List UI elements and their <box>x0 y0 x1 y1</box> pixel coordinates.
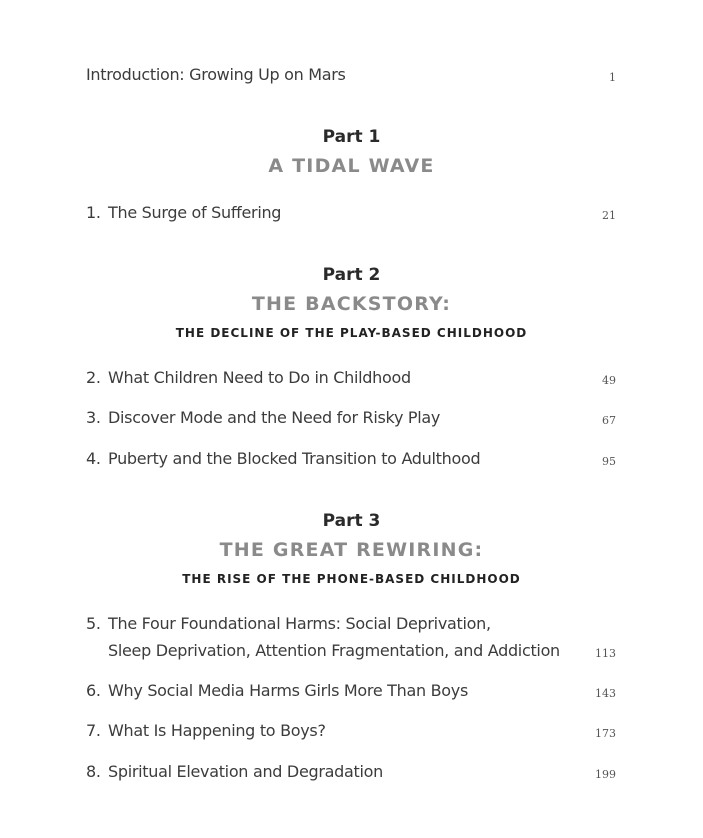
toc-entry-chapter-3[interactable] <box>86 408 616 428</box>
chapter-number: 7. <box>86 721 101 740</box>
part-2-subtitle: THE DECLINE OF THE PLAY-BASED CHILDHOOD <box>175 326 528 340</box>
toc-entry-chapter-2[interactable] <box>86 368 616 388</box>
part-1-title: A TIDAL WAVE <box>268 155 435 177</box>
page-number: 95 <box>602 455 616 468</box>
entry-title: Introduction: Growing Up on Mars <box>86 65 346 84</box>
page-number: 1 <box>609 71 616 84</box>
entry-title: Why Social Media Harms Girls More Than Boys <box>108 681 468 700</box>
entry-title: The Surge of Suffering <box>108 203 282 222</box>
toc-entry-chapter-4[interactable] <box>86 449 616 469</box>
page-number: 49 <box>602 374 616 387</box>
toc-entry-chapter-1[interactable] <box>86 203 616 223</box>
entry-title: Discover Mode and the Need for Risky Play <box>108 408 441 427</box>
chapter-number: 1. <box>86 203 101 222</box>
page-number: 143 <box>595 687 616 700</box>
toc-entry-chapter-7[interactable] <box>86 721 616 741</box>
part-2-title: THE BACKSTORY: <box>251 293 452 315</box>
part-1-label: Part 1 <box>322 127 381 147</box>
toc-entry-chapter-6[interactable] <box>86 681 616 701</box>
part-2-label: Part 2 <box>322 265 381 285</box>
part-3-label: Part 3 <box>322 511 381 531</box>
toc-entry-chapter-5[interactable] <box>86 614 616 661</box>
page-number: 199 <box>595 768 616 781</box>
page-number: 67 <box>602 414 616 427</box>
entry-title: Spiritual Elevation and Degradation <box>108 762 383 781</box>
chapter-number: 4. <box>86 449 101 468</box>
page-number: 113 <box>595 647 616 660</box>
chapter-number: 2. <box>86 368 101 387</box>
chapter-number: 6. <box>86 681 101 700</box>
entry-title: What Is Happening to Boys? <box>108 721 326 740</box>
entry-title: The Four Foundational Harms: Social Deprivation, <box>108 614 491 633</box>
toc-entry-chapter-8[interactable] <box>86 762 616 782</box>
chapter-number: 5. <box>86 614 101 633</box>
entry-title: What Children Need to Do in Childhood <box>108 368 411 387</box>
toc-entry-introduction[interactable] <box>86 65 616 85</box>
entry-title-continued: Sleep Deprivation, Attention Fragmentation, and Addiction <box>108 641 560 660</box>
chapter-number: 8. <box>86 762 101 781</box>
chapter-number: 3. <box>86 408 101 427</box>
page-number: 173 <box>595 727 616 740</box>
page-number: 21 <box>602 209 616 222</box>
entry-title: Puberty and the Blocked Transition to Adulthood <box>108 449 481 468</box>
part-3-title: THE GREAT REWIRING: <box>219 539 484 561</box>
part-3-subtitle: THE RISE OF THE PHONE-BASED CHILDHOOD <box>182 572 521 586</box>
